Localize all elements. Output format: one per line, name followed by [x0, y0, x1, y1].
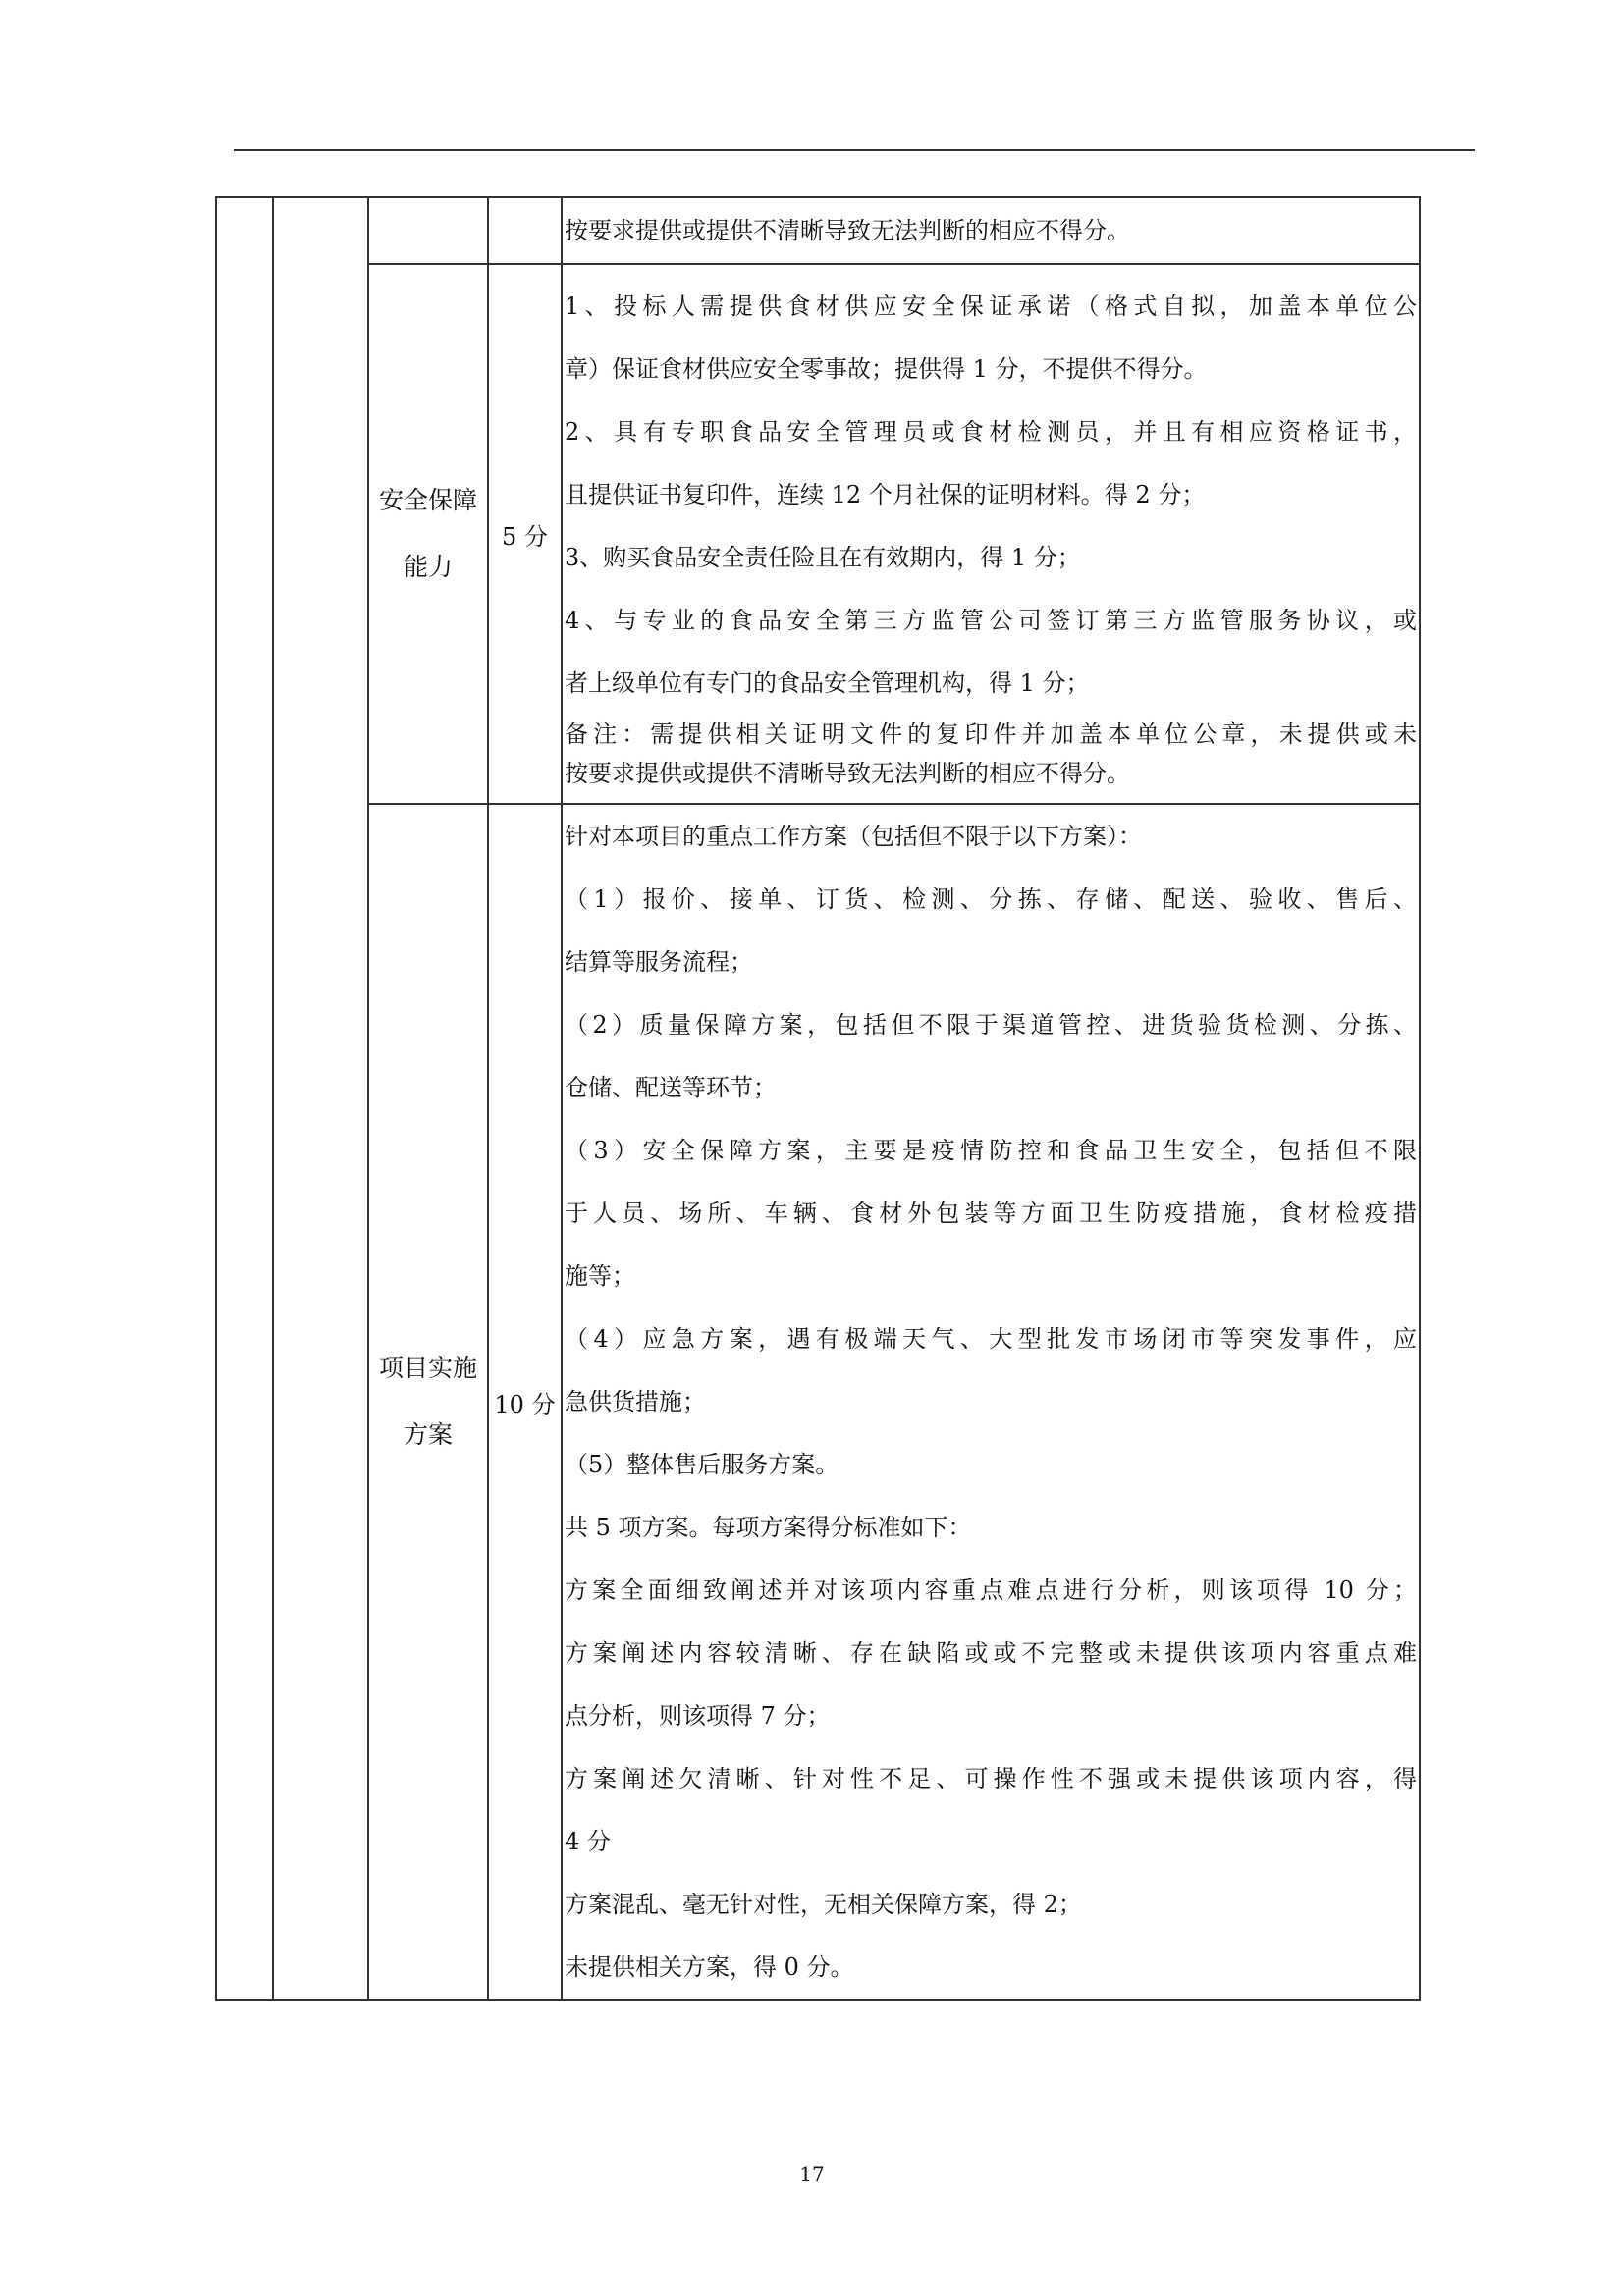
criteria-cell — [562, 264, 1420, 804]
criteria-line: 未提供相关方案，得 0 分。 — [565, 1953, 854, 1981]
criteria-line: 方案阐述内容较清晰、存在缺陷或或不完整或未提供该项内容重点难 — [565, 1639, 1417, 1667]
scoring-table — [215, 196, 1421, 2001]
criteria-cell — [562, 197, 1420, 264]
criteria-line: （2）质量保障方案，包括但不限于渠道管控、进货验货检测、分拣、 — [565, 1011, 1417, 1039]
criteria-line: 2、具有专职食品安全管理员或食材检测员，并且有相应资格证书， — [565, 418, 1417, 446]
item-label-line: 方案 — [403, 1420, 453, 1449]
item-label-line: 项目实施 — [378, 1354, 477, 1382]
criteria-line: 4、与专业的食品安全第三方监管公司签订第三方监管服务协议，或 — [565, 607, 1417, 634]
item-cell — [368, 804, 488, 2000]
item-label-line: 能力 — [403, 553, 453, 581]
criteria-line: 章）保证食材供应安全零事故；提供得 1 分，不提供不得分。 — [565, 355, 1208, 383]
page-number: 17 — [799, 2163, 825, 2186]
criteria-line: 4 分 — [565, 1828, 611, 1855]
criteria-line: 施等； — [565, 1262, 635, 1290]
item-cell — [368, 264, 488, 804]
table-row-implementation — [216, 804, 1420, 2000]
table-row-continuation — [216, 197, 1420, 264]
criteria-line: 方案全面细致阐述并对该项内容重点难点进行分析，则该项得 10 分； — [565, 1576, 1417, 1604]
criteria-line: 者上级单位有专门的食品安全管理机构，得 1 分； — [565, 669, 1090, 697]
criteria-line: 急供货措施； — [565, 1388, 706, 1415]
subcategory-cell — [273, 197, 368, 2000]
criteria-line: 点分析，则该项得 7 分； — [565, 1702, 831, 1730]
criteria-line: 仓储、配送等环节； — [565, 1074, 777, 1101]
points-cell — [488, 197, 562, 264]
criteria-line: 按要求提供或提供不清晰导致无法判断的相应不得分。 — [565, 217, 1130, 244]
header-rule — [234, 149, 1475, 151]
criteria-line: 3、购买食品安全责任险且在有效期内，得 1 分； — [565, 544, 1081, 571]
criteria-line: 1、投标人需提供食材供应安全保证承诺（格式自拟，加盖本单位公 — [565, 293, 1417, 320]
criteria-line: （5）整体售后服务方案。 — [565, 1451, 839, 1478]
category-cell — [216, 197, 273, 2000]
criteria-line: 方案阐述欠清晰、针对性不足、可操作性不强或未提供该项内容，得 — [565, 1765, 1417, 1792]
criteria-line: 针对本项目的重点工作方案（包括但不限于以下方案）： — [565, 823, 1142, 850]
criteria-line: 方案混乱、毫无针对性，无相关保障方案，得 2； — [565, 1891, 1082, 1918]
criteria-cell — [562, 804, 1420, 2000]
table-row-safety — [216, 264, 1420, 804]
points-cell: 5 分 — [488, 264, 562, 804]
criteria-line: （1）报价、接单、订货、检测、分拣、存储、配送、验收、售后、 — [565, 885, 1417, 913]
item-label-line: 安全保障 — [378, 486, 477, 514]
criteria-line: （4）应急方案，遇有极端天气、大型批发市场闭市等突发事件，应 — [565, 1325, 1417, 1353]
criteria-line: 于人员、场所、车辆、食材外包装等方面卫生防疫措施，食材检疫措 — [565, 1200, 1417, 1227]
points-cell: 10 分 — [488, 804, 562, 2000]
criteria-line: 共 5 项方案。每项方案得分标准如下： — [565, 1514, 972, 1541]
criteria-line: （3）安全保障方案，主要是疫情防控和食品卫生安全，包括但不限 — [565, 1137, 1417, 1164]
criteria-line: 按要求提供或提供不清晰导致无法判断的相应不得分。 — [565, 760, 1130, 787]
item-cell — [368, 197, 488, 264]
criteria-line: 备注：需提供相关证明文件的复印件并加盖本单位公章，未提供或未 — [565, 721, 1417, 748]
criteria-line: 且提供证书复印件，连续 12 个月社保的证明材料。得 2 分； — [565, 481, 1206, 508]
criteria-line: 结算等服务流程； — [565, 948, 753, 976]
